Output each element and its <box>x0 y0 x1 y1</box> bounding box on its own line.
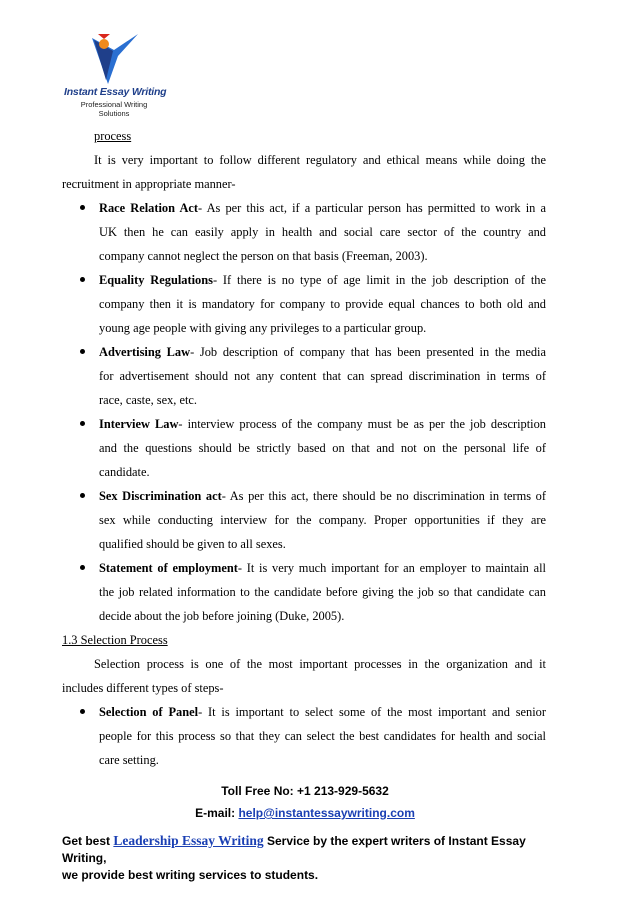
logo-figure-icon <box>80 32 150 88</box>
document-body <box>62 124 546 772</box>
bullet-item: Interview Law- interview process of the company must be as per the job description and the questions should be strictly based on that and not on the personal life of candidate. <box>62 412 546 484</box>
email-link[interactable]: help@instantessaywriting.com <box>238 806 415 820</box>
bullet-item: Race Relation Act- As per this act, if a particular person has permitted to work in a UK then he can easily apply in health and social care sector of the country and company cannot neglect the person on that basis (Freeman, 2003). <box>62 196 546 268</box>
bullet-icon <box>80 205 85 210</box>
bullet-icon <box>80 349 85 354</box>
bullet-icon <box>80 709 85 714</box>
selection-intro-line-2: includes different types of steps- <box>62 681 224 695</box>
toll-free-number: Toll Free No: +1 213-929-5632 <box>221 784 389 798</box>
email-line: E-mail: help@instantessaywriting.com <box>195 806 415 820</box>
heading-fragment: process <box>94 129 132 143</box>
bullet-term: Equality Regulations <box>99 273 213 287</box>
bullet-term: Statement of employment <box>99 561 238 575</box>
bullet-icon <box>80 277 85 282</box>
intro-line-2: recruitment in appropriate manner- <box>62 177 236 191</box>
promo-link[interactable]: Leadership Essay Writing <box>113 833 264 848</box>
logo-tagline: Professional Writing Solutions <box>80 100 148 118</box>
brand-logo <box>60 32 170 122</box>
bullet-term: Interview Law <box>99 417 179 431</box>
bullet-item: Advertising Law- Job description of company that has been presented in the media for advertisement should not any content that can spread discrimination in terms of race, caste, sex, etc. <box>62 340 546 412</box>
section-heading: 1.3 Selection Process <box>62 633 168 647</box>
bullet-term: Selection of Panel <box>99 705 199 719</box>
bullet-icon <box>80 493 85 498</box>
intro-line-1: It is very important to follow different regulatory and ethical means while doing the <box>94 153 546 167</box>
bullet-item: Statement of employment- It is very much important for an employer to maintain all the job related information to the candidate before giving the job so that candidate can decide about the job before joining (Duke, 2005). <box>62 556 546 628</box>
selection-intro-line-1: Selection process is one of the most important processes in the organization and it <box>94 657 546 671</box>
bullet-icon <box>80 421 85 426</box>
bullet-item: Selection of Panel- It is important to select some of the most important and senior people for this process so that they can select the best candidates for health and social care setting. <box>62 700 546 772</box>
bullet-icon <box>80 565 85 570</box>
bullet-term: Advertising Law <box>99 345 191 359</box>
bullet-term: Race Relation Act <box>99 201 199 215</box>
bullet-item: Sex Discrimination act- As per this act, there should be no discrimination in terms of sex while conducting interview for the company. Proper opportunities if they are qualified should be given to all sexes. <box>62 484 546 556</box>
bullet-item: Equality Regulations- If there is no type of age limit in the job description of the company then it is mandatory for company to provide equal chances to both old and young age people with giving any privileges to a particular group. <box>62 268 546 340</box>
page-footer <box>62 780 548 884</box>
logo-name: Instant Essay Writing <box>64 86 167 98</box>
bullet-term: Sex Discrimination act <box>99 489 222 503</box>
promo-text: Get best Leadership Essay Writing Service by the expert writers of Instant Essay Writing, we provide best writing services to students. <box>62 833 526 882</box>
